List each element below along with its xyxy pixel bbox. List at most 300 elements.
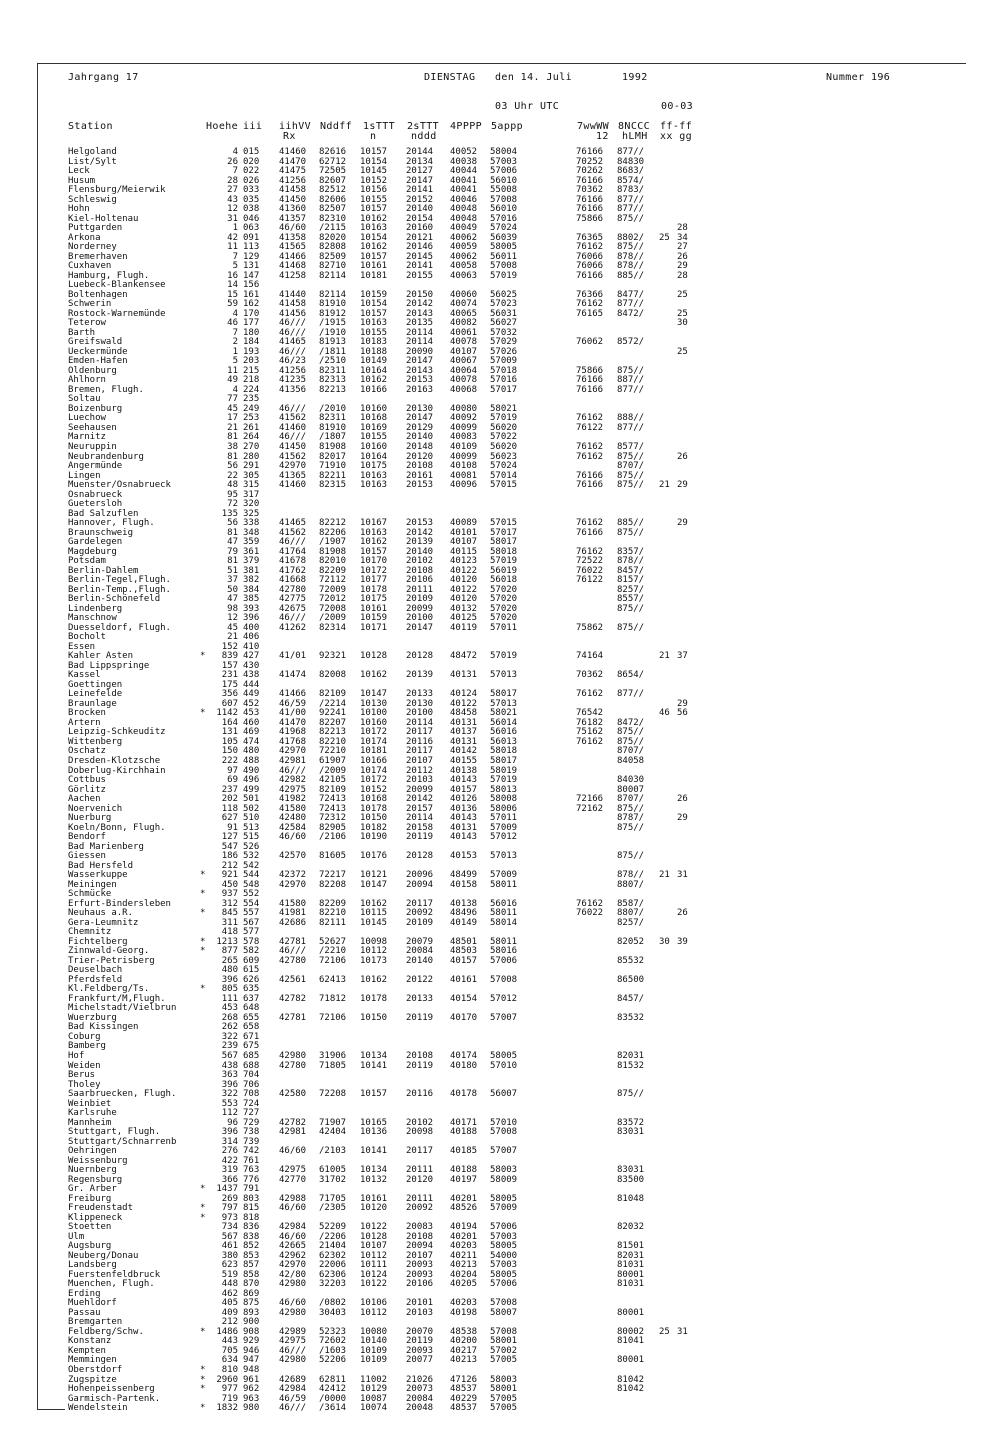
station-name: List/Sylt	[68, 156, 117, 167]
station-id: 400	[243, 622, 260, 633]
station-id: 156	[243, 280, 260, 291]
station-id: 763	[243, 1165, 260, 1176]
group-4: 20099	[406, 784, 434, 795]
group-4: 20094	[406, 879, 434, 890]
group-3: 10145	[360, 917, 388, 928]
group-5: 40132	[450, 603, 478, 614]
table-row	[68, 938, 708, 948]
group-cloud: 875//	[617, 822, 645, 833]
station-id: 469	[243, 727, 260, 738]
group-4: 20117	[406, 1146, 434, 1157]
group-3: 10172	[360, 565, 388, 576]
group-cloud: 8707/	[617, 461, 645, 472]
station-id: 381	[243, 565, 260, 576]
group-cloud: 81031	[617, 1279, 645, 1290]
group-4: 20092	[406, 1203, 434, 1214]
station-id: 280	[243, 451, 260, 462]
table-row	[68, 1404, 708, 1414]
group-3: 10178	[360, 993, 388, 1004]
group-2: 21404	[319, 1241, 347, 1252]
group-4: 20121	[406, 232, 434, 243]
station-id: 900	[243, 1317, 260, 1328]
station-name: Freiburg	[68, 1193, 112, 1204]
mountain-marker: *	[200, 946, 206, 957]
group-3: 10163	[360, 480, 388, 491]
group-6: 56020	[490, 441, 518, 452]
group-weather: 75162	[576, 727, 604, 738]
group-2: /1807	[319, 432, 347, 443]
station-height: 56	[227, 461, 238, 472]
group-6: 57009	[490, 356, 518, 367]
group-6: 58005	[490, 242, 518, 253]
table-row	[68, 900, 708, 910]
station-height: 567	[221, 1050, 238, 1061]
group-1: 42984	[279, 1384, 307, 1395]
table-row	[68, 1223, 708, 1233]
group-5: 40125	[450, 613, 478, 624]
col-hoehe: Hoehe	[206, 121, 239, 132]
group-2: /0802	[319, 1298, 347, 1309]
table-row	[68, 586, 708, 596]
station-name: Chemnitz	[68, 927, 112, 938]
station-id: 249	[243, 403, 260, 414]
group-5: 40052	[450, 147, 478, 157]
group-5: 40136	[450, 803, 478, 814]
station-name: Brocken	[68, 708, 106, 719]
group-4: 20103	[406, 775, 434, 786]
group-weather: 76166	[576, 384, 604, 395]
group-1: 46/60	[279, 223, 307, 234]
table-row	[68, 738, 708, 748]
station-name: Barth	[68, 327, 96, 338]
gust-2: 26	[677, 251, 688, 262]
station-id: 091	[243, 232, 260, 243]
group-3: 10175	[360, 594, 388, 605]
group-5: 40107	[450, 346, 478, 357]
group-4: 20077	[406, 1355, 434, 1366]
group-4: 20142	[406, 299, 434, 310]
table-row	[68, 1299, 708, 1309]
group-5: 48458	[450, 708, 478, 719]
group-3: 10168	[360, 794, 388, 805]
group-2: 72505	[319, 166, 347, 177]
group-2: 82212	[319, 518, 347, 529]
station-id: 430	[243, 660, 260, 671]
group-3: 10109	[360, 1355, 388, 1366]
mountain-marker: *	[200, 889, 206, 900]
group-4: 20098	[406, 1127, 434, 1138]
station-height: 409	[221, 1307, 238, 1318]
group-1: 42980	[279, 1307, 307, 1318]
group-3: 10162	[360, 974, 388, 985]
station-id: 496	[243, 775, 260, 786]
group-cloud: 8577/	[617, 441, 645, 452]
gust-2: 25	[677, 308, 688, 319]
group-2: 82210	[319, 736, 347, 747]
station-name: Hohenpeissenberg	[68, 1384, 155, 1395]
table-row	[68, 966, 708, 976]
station-height: 81	[227, 556, 238, 567]
station-name: Bremerhaven	[68, 251, 128, 262]
station-id: 338	[243, 518, 260, 529]
group-cloud: 83500	[617, 1174, 645, 1185]
gust-1: 30	[659, 936, 670, 947]
group-1: 42770	[279, 1174, 307, 1185]
group-6: 57009	[490, 870, 518, 881]
group-5: 40122	[450, 584, 478, 595]
group-6: 58005	[490, 1193, 518, 1204]
group-cloud: 80001	[617, 1355, 645, 1366]
group-cloud: 8707/	[617, 794, 645, 805]
group-4: 20153	[406, 375, 434, 386]
station-height: 937	[221, 889, 238, 900]
station-name: Marnitz	[68, 432, 106, 443]
group-2: 82209	[319, 898, 347, 909]
group-2: 72217	[319, 870, 347, 881]
group-6: 57029	[490, 337, 518, 348]
group-4: 20160	[406, 223, 434, 234]
group-4: 20139	[406, 670, 434, 681]
group-6: 57019	[490, 413, 518, 424]
station-name: Kl.Feldberg/Ts.	[68, 984, 150, 995]
station-id: 449	[243, 689, 260, 700]
group-2: 82607	[319, 175, 347, 186]
station-name: Hamburg, Flugh.	[68, 270, 150, 281]
group-2: 92241	[319, 708, 347, 719]
table-row	[68, 1242, 708, 1252]
station-id: 655	[243, 1012, 260, 1023]
station-height: 627	[221, 813, 238, 824]
group-3: 10157	[360, 204, 388, 215]
group-3: 10175	[360, 461, 388, 472]
group-5: 40217	[450, 1345, 478, 1356]
group-4: 20161	[406, 470, 434, 481]
group-1: 46///	[279, 327, 307, 338]
group-5: 40131	[450, 670, 478, 681]
group-1: 46///	[279, 765, 307, 776]
group-1: 46///	[279, 403, 307, 414]
group-6: 58018	[490, 546, 518, 557]
group-6: 56014	[490, 717, 518, 728]
station-name: Coburg	[68, 1031, 101, 1042]
table-row	[68, 1062, 708, 1072]
group-2: 82606	[319, 194, 347, 205]
station-name: Schwerin	[68, 299, 112, 310]
mountain-marker: *	[200, 1326, 206, 1337]
group-5: 40108	[450, 461, 478, 472]
group-4: 20093	[406, 1269, 434, 1280]
table-row	[68, 338, 708, 348]
group-6: 57013	[490, 698, 518, 709]
group-cloud: 80001	[617, 1307, 645, 1318]
station-height: 363	[221, 1070, 238, 1081]
station-id: 502	[243, 803, 260, 814]
group-6: 57020	[490, 594, 518, 605]
group-2: 72012	[319, 594, 347, 605]
group-5: 48537	[450, 1403, 478, 1414]
table-row	[68, 947, 708, 957]
station-id: 853	[243, 1250, 260, 1261]
table-row	[68, 1290, 708, 1300]
table-row	[68, 595, 708, 605]
group-2: 81910	[319, 299, 347, 310]
group-6: 57020	[490, 584, 518, 595]
group-6: 58008	[490, 794, 518, 805]
group-2: 72009	[319, 584, 347, 595]
group-2: 31702	[319, 1174, 347, 1185]
group-1: 46/60	[279, 1203, 307, 1214]
station-name: Bad Marienberg	[68, 841, 144, 852]
station-id: 615	[243, 965, 260, 976]
table-row	[68, 767, 708, 777]
station-name: Puttgarden	[68, 223, 123, 234]
col-f-sub: xx gg	[660, 131, 693, 142]
station-id: 875	[243, 1298, 260, 1309]
group-1: 42984	[279, 1222, 307, 1233]
gust-1: 21	[659, 870, 670, 881]
station-height: 4	[232, 384, 238, 395]
station-name: Gera-Leumnitz	[68, 917, 139, 928]
group-2: 82905	[319, 822, 347, 833]
station-height: 45	[227, 622, 238, 633]
group-cloud: 878//	[617, 870, 645, 881]
station-name: Giessen	[68, 851, 106, 862]
group-4: 20147	[406, 356, 434, 367]
group-3: 10147	[360, 879, 388, 890]
station-id: 382	[243, 575, 260, 586]
group-cloud: 875//	[617, 603, 645, 614]
group-cloud: 8477/	[617, 289, 645, 300]
group-3: 10134	[360, 1165, 388, 1176]
station-name: Erding	[68, 1288, 101, 1299]
gust-2: 29	[677, 698, 688, 709]
group-4: 20141	[406, 185, 434, 196]
group-cloud: 8802/	[617, 232, 645, 243]
station-height: 1	[232, 223, 238, 234]
group-4: 20140	[406, 955, 434, 966]
station-name: Berlin-Dahlem	[68, 565, 139, 576]
group-3: 10080	[360, 1326, 388, 1337]
group-6: 57011	[490, 622, 518, 633]
table-row	[68, 234, 708, 244]
group-4: 20101	[406, 1298, 434, 1309]
group-5: 40157	[450, 955, 478, 966]
group-2: /0000	[319, 1393, 347, 1404]
station-name: Muenster/Osnabrueck	[68, 480, 171, 491]
station-height: 112	[221, 1108, 238, 1119]
group-1: 42962	[279, 1250, 307, 1261]
weekday: DIENSTAG	[424, 72, 476, 83]
group-6: 57008	[490, 974, 518, 985]
station-height: 839	[221, 651, 238, 662]
table-row	[68, 1138, 708, 1148]
station-id: 671	[243, 1031, 260, 1042]
group-4: 20084	[406, 1393, 434, 1404]
group-5: 40062	[450, 232, 478, 243]
group-6: 57010	[490, 1117, 518, 1128]
station-id: 184	[243, 337, 260, 348]
station-id: 803	[243, 1193, 260, 1204]
group-6: 57017	[490, 527, 518, 538]
station-name: Neuhaus a.R.	[68, 908, 134, 919]
group-4: 20108	[406, 1231, 434, 1242]
group-cloud: 875//	[617, 480, 645, 491]
group-5: 48526	[450, 1203, 478, 1214]
group-6: 58021	[490, 708, 518, 719]
group-6: 57011	[490, 813, 518, 824]
group-2: 72008	[319, 603, 347, 614]
station-height: 239	[221, 1041, 238, 1052]
group-6: 56018	[490, 575, 518, 586]
station-name: Görlitz	[68, 784, 106, 795]
group-6: 58009	[490, 1174, 518, 1185]
group-2: /1915	[319, 318, 347, 329]
group-3: 10141	[360, 1146, 388, 1157]
group-3: 10156	[360, 185, 388, 196]
table-row	[68, 291, 708, 301]
group-2: 82207	[319, 717, 347, 728]
station-name: Koeln/Bonn, Flugh.	[68, 822, 166, 833]
gust-2: 28	[677, 223, 688, 234]
group-cloud: 875//	[617, 803, 645, 814]
group-5: 40041	[450, 185, 478, 196]
group-5: 40198	[450, 1307, 478, 1318]
station-id: 384	[243, 584, 260, 595]
gust-1: 25	[659, 232, 670, 243]
group-2: 72413	[319, 803, 347, 814]
group-4: 20073	[406, 1384, 434, 1395]
station-id: 480	[243, 746, 260, 757]
group-3: 10164	[360, 365, 388, 376]
group-weather: 76062	[576, 337, 604, 348]
group-weather: 76066	[576, 261, 604, 272]
station-id: 444	[243, 679, 260, 690]
group-3: 10172	[360, 727, 388, 738]
station-name: Weinbiet	[68, 1098, 112, 1109]
group-weather: 76162	[576, 736, 604, 747]
col-iii: iii	[243, 121, 263, 132]
group-2: 82710	[319, 261, 347, 272]
station-id: 218	[243, 375, 260, 386]
col-g5: 4PPPP	[450, 121, 483, 132]
station-name: Oehringen	[68, 1146, 117, 1157]
group-5: 40158	[450, 879, 478, 890]
group-4: 20133	[406, 689, 434, 700]
group-cloud: 81048	[617, 1193, 645, 1204]
table-row	[68, 1337, 708, 1347]
table-row	[68, 776, 708, 786]
table-row	[68, 1176, 708, 1186]
group-2: 30403	[319, 1307, 347, 1318]
group-weather: 76166	[576, 175, 604, 186]
group-6: 57024	[490, 461, 518, 472]
station-name: Kempten	[68, 1345, 106, 1356]
table-row	[68, 243, 708, 253]
col-g2: Nddff	[320, 121, 353, 132]
group-2: /2305	[319, 1203, 347, 1214]
station-id: 648	[243, 1003, 260, 1014]
group-3: 10190	[360, 832, 388, 843]
group-5: 40078	[450, 375, 478, 386]
group-cloud: 8557/	[617, 594, 645, 605]
group-6: 58003	[490, 1165, 518, 1176]
station-name: Arkona	[68, 232, 101, 243]
station-height: 2	[232, 337, 238, 348]
station-height: 519	[221, 1269, 238, 1280]
group-6: 56016	[490, 898, 518, 909]
group-2: 72602	[319, 1336, 347, 1347]
station-name: Fuerstenfeldbruck	[68, 1269, 161, 1280]
station-id: 488	[243, 756, 260, 766]
table-row	[68, 976, 708, 986]
group-weather: 76162	[576, 689, 604, 700]
table-row	[68, 1100, 708, 1110]
station-id: 637	[243, 993, 260, 1004]
group-cloud: 888//	[617, 413, 645, 424]
group-3: 10154	[360, 299, 388, 310]
col-station: Station	[68, 121, 113, 132]
group-2: 82507	[319, 204, 347, 215]
station-name: Bremen, Flugh.	[68, 384, 144, 395]
station-name: Bad Hersfeld	[68, 860, 134, 871]
group-2: 82808	[319, 242, 347, 253]
station-id: 548	[243, 879, 260, 890]
group-weather: 72162	[576, 803, 604, 814]
group-cloud: 877//	[617, 299, 645, 310]
group-cloud: 877//	[617, 194, 645, 205]
group-3: 10160	[360, 717, 388, 728]
group-5: 40099	[450, 451, 478, 462]
group-1: 42570	[279, 851, 307, 862]
group-3: 10167	[360, 518, 388, 529]
station-name: Neubrandenburg	[68, 451, 144, 462]
group-3: 10163	[360, 470, 388, 481]
group-cloud: 877//	[617, 422, 645, 433]
table-row	[68, 1271, 708, 1281]
station-id: 131	[243, 261, 260, 272]
group-6: 57003	[490, 156, 518, 167]
group-5: 40068	[450, 384, 478, 395]
group-2: 81910	[319, 422, 347, 433]
group-cloud: 81041	[617, 1336, 645, 1347]
group-5: 40099	[450, 422, 478, 433]
group-1: 41470	[279, 717, 307, 728]
station-name: Osnabrueck	[68, 489, 123, 500]
group-cloud: 8683/	[617, 166, 645, 177]
group-1: 42982	[279, 775, 307, 786]
group-6: 57017	[490, 384, 518, 395]
group-6: 58014	[490, 917, 518, 928]
group-2: 81908	[319, 441, 347, 452]
group-4: 20083	[406, 1222, 434, 1233]
group-3: 10152	[360, 175, 388, 186]
station-id: 170	[243, 308, 260, 319]
group-2: 71812	[319, 993, 347, 1004]
station-name: Mannheim	[68, 1117, 112, 1128]
jahrgang: Jahrgang 17	[68, 72, 139, 83]
group-3: 10182	[360, 822, 388, 833]
station-id: 688	[243, 1060, 260, 1071]
group-cloud: 885//	[617, 518, 645, 529]
group-4: 20114	[406, 327, 434, 338]
station-name: Muenchen, Flugh.	[68, 1279, 155, 1290]
group-4: 20147	[406, 413, 434, 424]
group-5: 40126	[450, 794, 478, 805]
group-5: 40067	[450, 356, 478, 367]
group-cloud: 80001	[617, 1269, 645, 1280]
group-weather: 76162	[576, 546, 604, 557]
group-5: 40213	[450, 1355, 478, 1366]
